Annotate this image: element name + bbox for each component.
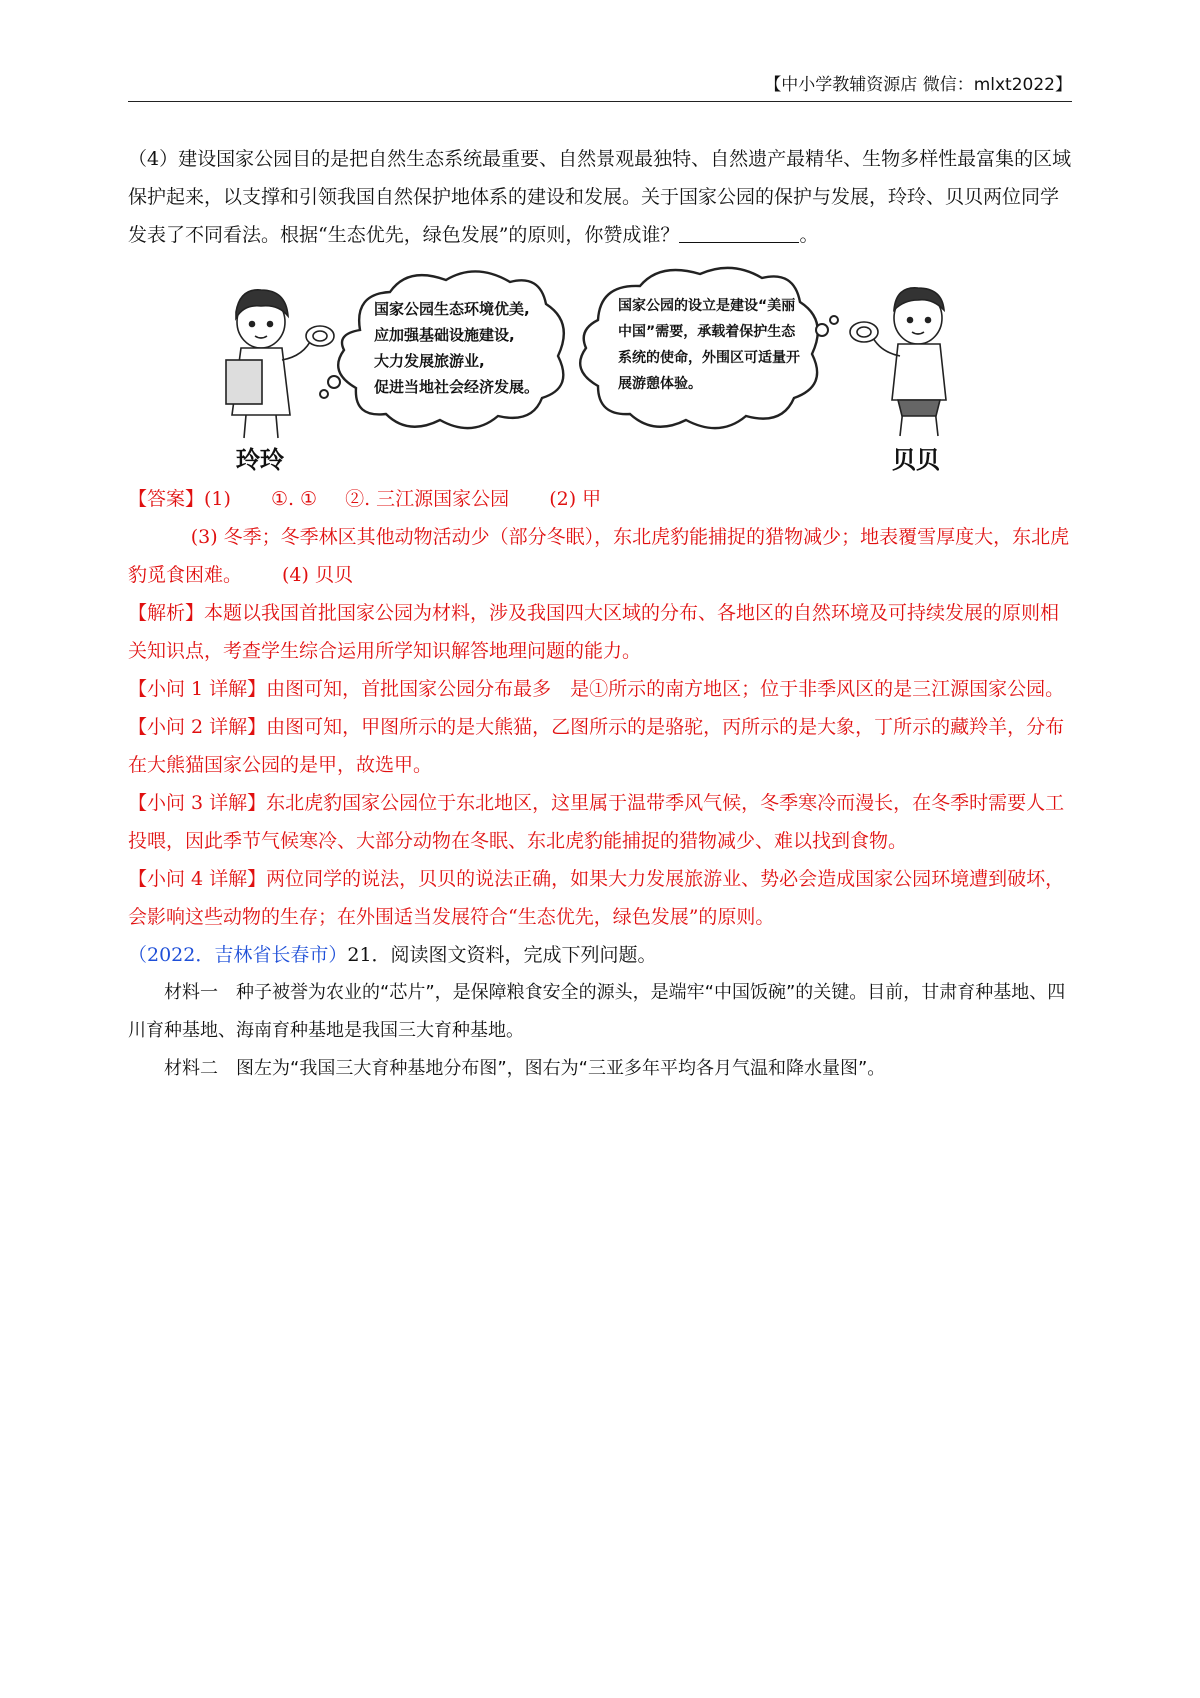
question-21-text: 21．阅读图文资料，完成下列问题。 [347,944,657,966]
boy-figure-icon [850,288,946,436]
right-bubble-line: 国家公园的设立是建设“美丽 [618,298,796,314]
left-bubble-line: 国家公园生态环境优美, [374,300,530,318]
answer-option-2: ②. 三江源国家公园 [345,488,510,510]
detail-text: 两位同学的说法，贝贝的说法正确，如果大力发展旅游业、势必会造成国家公园环境遭到破坏，会影响这些动物的生存；在外围适当发展符合“生态优先，绿色发展”的原则。 [128,868,1065,928]
page-header: 【中小学教辅资源店 微信：mlxt2022】 [764,75,1072,95]
answer-part-3: (3) 冬季；冬季林区其他动物活动少（部分冬眠），东北虎豹能捕捉的猎物减少；地表覆雪厚度大，东北虎豹觅食困难。 [128,526,1070,586]
left-bubble-line: 应加强基础设施建设, [374,326,515,344]
page-content [128,140,1072,1088]
girl-figure-icon [226,290,334,438]
header-rule [128,101,1072,102]
analysis-text: 本题以我国首批国家公园为材料，涉及我国四大区域的分布、各地区的自然环境及可持续发展的原则相关知识点，考查学生综合运用所学知识解答地理问题的能力。 [128,602,1060,662]
detail-paragraph [128,708,1072,784]
question-source: （2022．吉林省长春市） [128,944,348,966]
detail-text: 由图可知，首批国家公园分布最多 是①所示的南方地区；位于非季风区的是三江源国家公园。 [266,678,1065,700]
right-bubble-line: 系统的使命，外围区可适量开 [618,350,800,366]
right-speech-bubble [580,268,818,428]
answer-option-1: ①. ① [270,488,318,510]
answer-part-4: (4) 贝贝 [282,564,353,586]
right-name-label: 贝贝 [892,446,940,474]
answer-part-1: (1) [204,488,231,510]
left-bubble-line: 大力发展旅游业, [374,352,485,370]
left-speech-bubble [338,271,564,428]
detail-label: 【小问 2 详解】 [128,716,267,738]
detail-label: 【小问 1 详解】 [128,678,267,700]
illustration-svg [128,260,1072,480]
right-bubble-line: 展游憩体验。 [618,376,702,392]
answer-line-1 [128,480,1072,518]
question-4-text: （4）建设国家公园目的是把自然生态系统最重要、自然景观最独特、自然遗产最精华、生物多样性最富集的区域保护起来，以支撑和引领我国自然保护地体系的建设和发展。关于国家公园的保护与发展，玲玲、贝贝两位同学发表了不同看法。根据“生态优先，绿色发展”的原则，你赞成谁？ [128,148,1072,246]
analysis-paragraph [128,594,1072,670]
question-4 [128,140,1072,254]
left-bubble-line: 促进当地社会经济发展。 [374,378,540,396]
material-1: 材料一 种子被誉为农业的“芯片”，是保障粮食安全的源头，是端牢“中国饭碗”的关键。目前，甘肃育种基地、四川育种基地、海南育种基地是我国三大育种基地。 [128,982,1066,1041]
detail-paragraph [128,784,1072,860]
detail-paragraph [128,670,1072,708]
detail-paragraph [128,860,1072,936]
question-21 [128,936,1072,974]
question-4-end: 。 [799,224,819,246]
answer-label: 【答案】 [128,488,205,510]
left-name-label: 玲玲 [236,446,284,474]
detail-label: 【小问 4 详解】 [128,868,267,890]
material-2: 材料二 图左为“我国三大育种基地分布图”，图右为“三亚多年平均各月气温和降水量图”。 [164,1058,886,1079]
answer-line-2 [128,518,1072,594]
answer-part-2: (2) 甲 [549,488,602,510]
detail-text: 东北虎豹国家公园位于东北地区，这里属于温带季风气候，冬季寒冷而漫长，在冬季时需要人工投喂，因此季节气候寒冷、大部分动物在冬眠、东北虎豹能捕捉的猎物减少、难以找到食物。 [128,792,1065,852]
detail-label: 【小问 3 详解】 [128,792,267,814]
detail-text: 由图可知，甲图所示的是大熊猫，乙图所示的是骆驼，丙所示的是大象，丁所示的藏羚羊，分布在大熊猫国家公园的是甲，故选甲。 [128,716,1065,776]
opinion-illustration [128,260,1072,480]
analysis-label: 【解析】 [128,602,205,624]
right-bubble-line: 中国”需要，承载着保护生态 [618,324,796,340]
answer-blank [679,220,799,243]
